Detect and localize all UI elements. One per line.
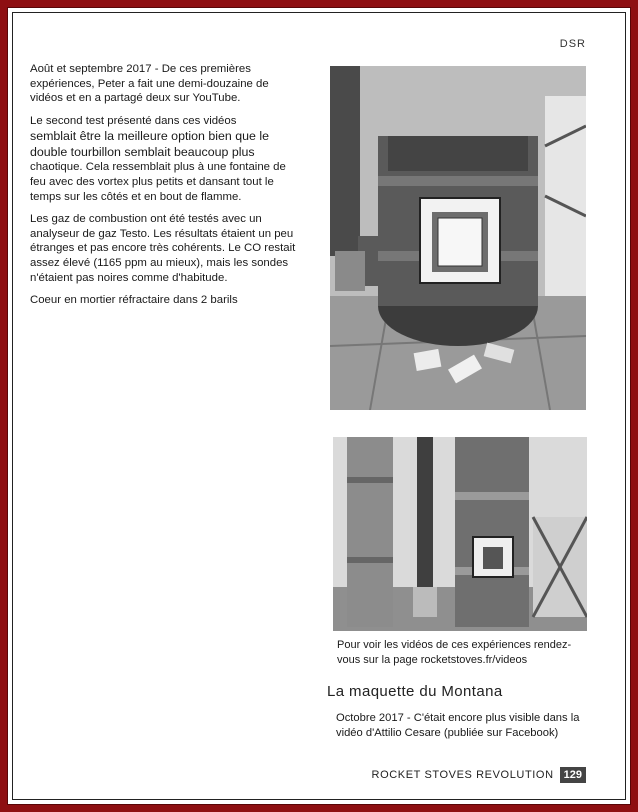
page-number: 129 (560, 767, 586, 783)
header-mark: DSR (559, 38, 586, 50)
paragraph: semblait être la meilleure option bien que le double tourbillon semblait beaucoup plus (30, 129, 270, 160)
paragraph: Août et septembre 2017 - De ces premières expériences, Peter a fait une demi-douzaine de vidéos et en a partagé deux sur YouTube. (30, 63, 269, 105)
rocket-stove-barrel-photo (330, 66, 586, 410)
section-text: Octobre 2017 - C'était encore plus visible dans la vidéo d'Attilio Cesare (publiée sur Facebook) (336, 712, 580, 739)
workshop-image (333, 437, 587, 631)
section-title: La maquette du Montana (327, 683, 503, 700)
stove-pipes-workshop-photo (333, 437, 587, 631)
photo-caption: Pour voir les vidéos de ces expériences rendez-vous sur la page rocketstoves.fr/videos (337, 639, 572, 666)
page-footer (372, 767, 586, 783)
paragraph: Le second test présenté dans ces vidéos (30, 114, 237, 127)
paragraph: chaotique. Cela ressemblait plus à une fontaine de feu avec des vortex plus petits et dansant tout le temps sur les côtés et en bout de flamme. (30, 161, 286, 203)
left-column (30, 62, 298, 316)
rocket-stove-barrel-image (330, 66, 586, 410)
paragraph: Coeur en mortier réfractaire dans 2 barils (30, 294, 238, 307)
paragraph: Les gaz de combustion ont été testés avec un analyseur de gaz Testo. Les résultats étaient un peu étranges et pas encore très cohérents. Le CO restait assez élevé (1165 ppm au mieux), mais les sondes n'étaient pas noires comme d'habitude. (30, 213, 296, 284)
footer-brand: ROCKET STOVES REVOLUTION (371, 769, 554, 781)
